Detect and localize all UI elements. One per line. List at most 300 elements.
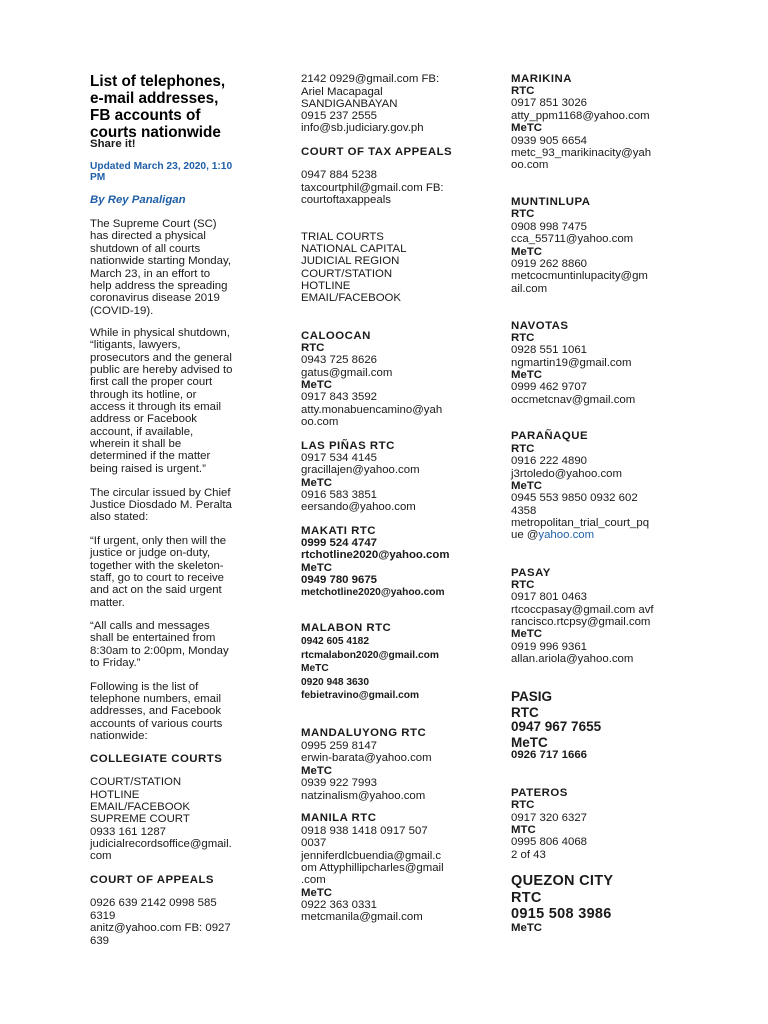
line-text: MeTC bbox=[511, 369, 543, 381]
col3-line bbox=[511, 430, 588, 442]
col2-line bbox=[301, 86, 383, 98]
col3-line bbox=[511, 628, 542, 640]
col2-line bbox=[301, 650, 439, 662]
line-text: MeTC bbox=[511, 480, 543, 492]
col1-line bbox=[90, 352, 232, 364]
col1-line bbox=[90, 339, 181, 351]
line-text: (COVID-19). bbox=[90, 305, 154, 317]
line-text: SANDIGANBAYAN bbox=[301, 98, 398, 110]
line-text: MeTC bbox=[511, 246, 543, 258]
col3-line bbox=[511, 906, 612, 923]
col3-line bbox=[511, 492, 638, 504]
col2-line bbox=[301, 690, 419, 702]
col2-line bbox=[301, 280, 350, 292]
col1-line bbox=[90, 376, 212, 388]
col1-line bbox=[90, 172, 105, 184]
line-text: HOTLINE bbox=[90, 789, 140, 801]
col2-line bbox=[301, 501, 416, 513]
col1-line bbox=[90, 90, 218, 107]
line-text: NAVOTAS bbox=[511, 320, 569, 332]
line-text: PATEROS bbox=[511, 787, 568, 799]
line-text: 0917 851 3026 bbox=[511, 97, 588, 109]
line-text: rancisco.rtcpsy@gmail.com bbox=[511, 616, 651, 628]
col1-line bbox=[90, 230, 206, 242]
line-text: RTC bbox=[301, 342, 325, 354]
col1-line bbox=[90, 645, 229, 657]
line-text: PM bbox=[90, 172, 106, 183]
col3-line bbox=[511, 616, 650, 628]
col1-line bbox=[90, 922, 231, 934]
line-text: 0917 534 4145 bbox=[301, 452, 378, 464]
col1-line bbox=[90, 280, 227, 292]
line-text: has directed a physical bbox=[90, 230, 206, 242]
col1-line bbox=[90, 389, 196, 401]
line-text: MAKATI RTC bbox=[301, 525, 377, 537]
line-text: RTC bbox=[511, 799, 535, 811]
col1-line bbox=[90, 789, 139, 801]
col1-line bbox=[90, 547, 210, 559]
line-text: together with the skeleton- bbox=[90, 560, 224, 572]
col1-line bbox=[90, 910, 115, 922]
line-text: March 23, in an effort to bbox=[90, 268, 211, 280]
col3-line bbox=[511, 455, 587, 467]
col3-line bbox=[511, 604, 654, 616]
col2-line bbox=[301, 330, 371, 342]
line-text: to Friday.” bbox=[90, 657, 141, 669]
line-text: By Rey Panaligan bbox=[90, 194, 186, 206]
col3-line bbox=[511, 332, 534, 344]
col3-line bbox=[511, 196, 590, 208]
line-text: MeTC bbox=[301, 887, 333, 899]
line-text: 4358 bbox=[511, 505, 537, 517]
line-text: judicialrecordsoffice@gmail. bbox=[90, 838, 232, 850]
col3-line bbox=[511, 246, 542, 258]
line-text: ngmartin19@gmail.com bbox=[511, 357, 632, 369]
line-text: MeTC bbox=[301, 765, 333, 777]
line-text: accounts of various courts bbox=[90, 718, 223, 730]
col3-line bbox=[511, 787, 568, 799]
line-text: 0928 551 1061 bbox=[511, 344, 588, 356]
line-text: 6319 bbox=[90, 910, 116, 922]
line-text: rtcmalabon2020@gmail.com bbox=[301, 650, 439, 661]
line-text: nationwide: bbox=[90, 730, 148, 742]
line-text: MANILA RTC bbox=[301, 812, 377, 824]
line-text: PASIG bbox=[511, 689, 553, 704]
col2-line bbox=[301, 812, 376, 824]
line-text: List of telephones, bbox=[90, 73, 226, 90]
line-text: Share it! bbox=[90, 138, 136, 150]
line-text: 0919 262 8860 bbox=[511, 258, 588, 270]
line-text: The Supreme Court (SC) bbox=[90, 218, 217, 230]
col2-line bbox=[301, 98, 397, 110]
line-text: 0999 462 9707 bbox=[511, 381, 588, 393]
col1-line bbox=[90, 305, 153, 317]
col2-line bbox=[301, 169, 377, 181]
col1-line bbox=[90, 597, 125, 609]
col3-line bbox=[511, 122, 542, 134]
line-text: oo.com bbox=[511, 159, 549, 171]
col3-line bbox=[511, 591, 587, 603]
line-text: MeTC bbox=[511, 628, 543, 640]
line-text: matter. bbox=[90, 597, 125, 609]
col3-line bbox=[511, 258, 587, 270]
col3-line bbox=[511, 890, 542, 907]
line-text: addresses, and Facebook bbox=[90, 705, 222, 717]
line-text: JUDICIAL REGION bbox=[301, 255, 400, 267]
col2-line bbox=[301, 727, 426, 739]
line-text: cca_55711@yahoo.com bbox=[511, 233, 634, 245]
col1-line bbox=[90, 463, 206, 475]
line-text: MeTC bbox=[511, 922, 543, 934]
col1-line bbox=[90, 897, 217, 909]
line-text: “litigants, lawyers, bbox=[90, 339, 181, 351]
line-text: being raised is urgent.” bbox=[90, 463, 206, 475]
col1-line bbox=[90, 438, 181, 450]
line-text: 0917 801 0463 bbox=[511, 591, 588, 603]
col3-line bbox=[511, 849, 546, 861]
col1-line bbox=[90, 138, 136, 150]
col2-line bbox=[301, 862, 444, 874]
col3-line bbox=[511, 344, 587, 356]
line-text: 0916 583 3851 bbox=[301, 489, 378, 501]
line-text: allan.ariola@yahoo.com bbox=[511, 653, 634, 665]
line-text: MeTC bbox=[301, 379, 333, 391]
col1-line bbox=[90, 194, 186, 206]
line-text: 0995 806 4068 bbox=[511, 836, 588, 848]
line-text: 0945 553 9850 0932 602 bbox=[511, 492, 638, 504]
line-text: and act on the said urgent bbox=[90, 584, 222, 596]
col1-line bbox=[90, 364, 232, 376]
line-text: Ariel Macapagal bbox=[301, 86, 383, 98]
col3-line bbox=[511, 320, 569, 332]
line-text: 0995 259 8147 bbox=[301, 740, 378, 752]
line-text: 0939 905 6654 bbox=[511, 135, 588, 147]
line-text: atty_ppm1168@yahoo.com bbox=[511, 110, 650, 122]
col3-line bbox=[511, 110, 650, 122]
col3-line bbox=[511, 85, 534, 97]
col2-line bbox=[301, 663, 329, 675]
col2-line bbox=[301, 452, 377, 464]
col2-line bbox=[301, 874, 326, 886]
line-text: 0919 996 9361 bbox=[511, 641, 588, 653]
col1-line bbox=[90, 73, 225, 90]
line-text: help address the spreading bbox=[90, 280, 228, 292]
line-text: .com bbox=[301, 874, 326, 886]
line-text: PARAÑAQUE bbox=[511, 430, 589, 442]
col2-line bbox=[301, 740, 377, 752]
col1-line bbox=[90, 657, 140, 669]
line-text: MANDALUYONG RTC bbox=[301, 727, 427, 739]
col2-line bbox=[301, 574, 377, 586]
line-text: COURT OF APPEALS bbox=[90, 874, 215, 886]
col1-line bbox=[90, 753, 222, 765]
line-text: staff, go to court to receive bbox=[90, 572, 225, 584]
col1-line bbox=[90, 718, 222, 730]
col1-line bbox=[90, 511, 148, 523]
line-text: taxcourtphil@gmail.com FB: bbox=[301, 182, 444, 194]
col3-line bbox=[511, 567, 551, 579]
line-text: febietravino@gmail.com bbox=[301, 690, 420, 701]
col1-line bbox=[90, 401, 221, 413]
col2-line bbox=[301, 354, 377, 366]
line-text: MeTC bbox=[301, 477, 333, 489]
line-text: coronavirus disease 2019 bbox=[90, 292, 220, 304]
line-text: courtoftaxappeals bbox=[301, 194, 391, 206]
col1-line bbox=[90, 487, 231, 499]
line-text: courts nationwide bbox=[90, 124, 221, 141]
line-text: jenniferdlcbuendia@gmail.c bbox=[301, 850, 442, 862]
col3-line bbox=[511, 97, 587, 109]
col1-line bbox=[90, 693, 221, 705]
col1-line bbox=[90, 838, 232, 850]
line-text: CALOOCAN bbox=[301, 330, 371, 342]
col3-line bbox=[511, 653, 633, 665]
email-link[interactable]: yahoo.com bbox=[538, 529, 595, 541]
col2-line bbox=[301, 477, 332, 489]
col2-line bbox=[301, 636, 369, 648]
line-text: RTC bbox=[511, 443, 535, 455]
line-text: TRIAL COURTS bbox=[301, 231, 384, 243]
col3-line bbox=[511, 394, 635, 406]
col2-line bbox=[301, 122, 424, 134]
line-text: first call the proper court bbox=[90, 376, 213, 388]
line-text: PASAY bbox=[511, 567, 551, 579]
col1-line bbox=[90, 935, 109, 947]
col2-line bbox=[301, 110, 377, 122]
line-text: RTC bbox=[511, 332, 535, 344]
col3-line bbox=[511, 480, 542, 492]
col3-line bbox=[511, 505, 536, 517]
line-text: 0915 508 3986 bbox=[511, 906, 612, 922]
col2-line bbox=[301, 231, 384, 243]
col1-line bbox=[90, 499, 232, 511]
col1-line bbox=[90, 292, 220, 304]
line-text: RTC bbox=[511, 579, 535, 591]
line-text: atty.monabuencamino@yah bbox=[301, 404, 443, 416]
line-text: rtcoccpasay@gmail.com avf bbox=[511, 604, 654, 616]
line-text: 0915 237 2555 bbox=[301, 110, 378, 122]
col2-line bbox=[301, 765, 332, 777]
col3-line bbox=[511, 749, 587, 761]
col1-line bbox=[90, 801, 190, 813]
line-text: info@sb.judiciary.gov.ph bbox=[301, 122, 424, 134]
col3-line bbox=[511, 73, 572, 85]
line-text: 0999 524 4747 bbox=[301, 537, 378, 549]
line-text: anitz@yahoo.com FB: 0927 bbox=[90, 922, 231, 934]
line-text: FB accounts of bbox=[90, 107, 201, 124]
line-text: ue @ bbox=[511, 529, 539, 541]
col3-line bbox=[511, 579, 534, 591]
line-text: erwin-barata@yahoo.com bbox=[301, 752, 432, 764]
col2-line bbox=[301, 850, 441, 862]
col2-line bbox=[301, 752, 432, 764]
col1-line bbox=[90, 268, 210, 280]
col1-line bbox=[90, 850, 112, 862]
line-text: prosecutors and the general bbox=[90, 352, 232, 364]
line-text: address or Facebook bbox=[90, 413, 198, 425]
line-text: 0918 938 1418 0917 507 bbox=[301, 825, 428, 837]
line-text: om Attyphillipcharles@gmail bbox=[301, 862, 444, 874]
col3-line bbox=[511, 135, 587, 147]
line-text: telephone numbers, email bbox=[90, 693, 222, 705]
col1-line bbox=[90, 413, 197, 425]
col3-line bbox=[511, 221, 587, 233]
col2-line bbox=[301, 825, 428, 837]
col1-line bbox=[90, 776, 181, 788]
line-text: natzinalism@yahoo.com bbox=[301, 790, 426, 802]
col2-line bbox=[301, 887, 332, 899]
col1-line bbox=[90, 572, 224, 584]
col2-line bbox=[301, 562, 332, 574]
col2-line bbox=[301, 379, 332, 391]
col2-line bbox=[301, 243, 407, 255]
col1-line bbox=[90, 161, 232, 173]
line-text: MARIKINA bbox=[511, 73, 572, 85]
col1-line bbox=[90, 620, 210, 632]
line-text: MTC bbox=[511, 824, 536, 836]
line-text: 0933 161 1287 bbox=[90, 826, 167, 838]
col1-line bbox=[90, 243, 200, 255]
col3-line bbox=[511, 283, 547, 295]
col1-line bbox=[90, 681, 198, 693]
line-text: gatus@gmail.com bbox=[301, 367, 393, 379]
line-text: access it through its email bbox=[90, 401, 222, 413]
line-text: rtchotline2020@yahoo.com bbox=[301, 549, 450, 561]
col3-line bbox=[511, 357, 631, 369]
col3-line bbox=[511, 922, 542, 934]
col3-line bbox=[511, 159, 548, 171]
col3-line bbox=[511, 641, 587, 653]
col2-line bbox=[301, 525, 376, 537]
line-text: 0943 725 8626 bbox=[301, 354, 378, 366]
line-text: nationwide starting Monday, bbox=[90, 255, 231, 267]
col3-line bbox=[511, 270, 648, 282]
line-text: COURT/STATION bbox=[90, 776, 182, 788]
line-text: Following is the list of bbox=[90, 681, 199, 693]
line-text: metcocmuntinlupacity@gm bbox=[511, 270, 648, 282]
col2-line bbox=[301, 146, 452, 158]
col3-line bbox=[511, 147, 651, 159]
line-text: 0920 948 3630 bbox=[301, 677, 369, 688]
col2-line bbox=[301, 549, 449, 561]
line-text: “If urgent, only then will the bbox=[90, 535, 227, 547]
line-text: COLLEGIATE COURTS bbox=[90, 753, 223, 765]
line-text: 0926 717 1666 bbox=[511, 749, 588, 761]
line-text: through its hotline, or bbox=[90, 389, 197, 401]
line-text: Justice Diosdado M. Peralta bbox=[90, 499, 232, 511]
line-text: 0926 639 2142 0998 585 bbox=[90, 897, 217, 909]
line-text: MALABON RTC bbox=[301, 622, 392, 634]
col3-line bbox=[511, 719, 601, 735]
col2-line bbox=[301, 194, 391, 206]
col1-line bbox=[90, 813, 190, 825]
col2-line bbox=[301, 777, 377, 789]
line-text: wherein it shall be bbox=[90, 438, 182, 450]
line-text: EMAIL/FACEBOOK bbox=[301, 292, 402, 304]
line-text: j3rtoledo@yahoo.com bbox=[511, 468, 622, 480]
col3-line bbox=[511, 873, 613, 890]
line-text: metcmanila@gmail.com bbox=[301, 911, 423, 923]
line-text: 0942 605 4182 bbox=[301, 636, 369, 647]
line-text: also stated: bbox=[90, 511, 149, 523]
line-text: SUPREME COURT bbox=[90, 813, 190, 825]
line-text: metropolitan_trial_court_pq bbox=[511, 517, 650, 529]
line-text: RTC bbox=[511, 208, 535, 220]
line-text: 0917 843 3592 bbox=[301, 391, 378, 403]
line-text: While in physical shutdown, bbox=[90, 327, 230, 339]
col2-line bbox=[301, 182, 444, 194]
col2-line bbox=[301, 342, 324, 354]
line-text: 8:30am to 2:00pm, Monday bbox=[90, 645, 229, 657]
line-text: gracillajen@yahoo.com bbox=[301, 464, 420, 476]
col1-line bbox=[90, 450, 210, 462]
col2-line bbox=[301, 622, 391, 634]
line-text: oo.com bbox=[301, 416, 339, 428]
line-text: metchotline2020@yahoo.com bbox=[301, 587, 445, 598]
col3-line bbox=[511, 824, 536, 836]
line-text: 0922 363 0331 bbox=[301, 899, 378, 911]
line-text: 0917 320 6327 bbox=[511, 812, 588, 824]
col2-line bbox=[301, 489, 377, 501]
col2-line bbox=[301, 404, 442, 416]
line-text: 639 bbox=[90, 935, 110, 947]
line-text: QUEZON CITY bbox=[511, 873, 614, 889]
line-text: MeTC bbox=[301, 562, 333, 574]
col2-line bbox=[301, 255, 399, 267]
col2-line bbox=[301, 367, 392, 379]
col2-line bbox=[301, 268, 392, 280]
line-text: Updated March 23, 2020, 1:10 bbox=[90, 161, 233, 172]
line-text: 0939 922 7993 bbox=[301, 777, 378, 789]
col1-line bbox=[90, 255, 231, 267]
line-text: 0947 884 5238 bbox=[301, 169, 378, 181]
col3-line bbox=[511, 443, 534, 455]
col3-line bbox=[511, 836, 587, 848]
line-text: MeTC bbox=[511, 735, 548, 750]
line-text: MeTC bbox=[301, 663, 329, 674]
line-text: 0037 bbox=[301, 837, 327, 849]
col1-line bbox=[90, 560, 224, 572]
col1-line bbox=[90, 874, 214, 886]
col1-line bbox=[90, 535, 226, 547]
col3-line bbox=[511, 812, 587, 824]
col2-line bbox=[301, 391, 377, 403]
line-text: LAS PIÑAS RTC bbox=[301, 440, 395, 452]
line-text: “All calls and messages bbox=[90, 620, 210, 632]
col1-line bbox=[90, 584, 222, 596]
col2-line bbox=[301, 587, 445, 599]
line-text: eersando@yahoo.com bbox=[301, 501, 416, 513]
col3-line bbox=[511, 369, 542, 381]
line-text: com bbox=[90, 850, 112, 862]
line-text: shutdown of all courts bbox=[90, 243, 201, 255]
col1-line bbox=[90, 826, 166, 838]
line-text: COURT OF TAX APPEALS bbox=[301, 146, 453, 158]
line-text: ail.com bbox=[511, 283, 548, 295]
line-text: MeTC bbox=[511, 122, 543, 134]
col2-line bbox=[301, 537, 377, 549]
line-text: occmetcnav@gmail.com bbox=[511, 394, 636, 406]
line-text: EMAIL/FACEBOOK bbox=[90, 801, 191, 813]
col2-line bbox=[301, 899, 377, 911]
col2-line bbox=[301, 292, 401, 304]
line-text: account, if available, bbox=[90, 426, 194, 438]
line-text: The circular issued by Chief bbox=[90, 487, 231, 499]
line-text: RTC bbox=[511, 85, 535, 97]
line-text: public are hereby advised to bbox=[90, 364, 233, 376]
col1-line bbox=[90, 426, 193, 438]
col2-line bbox=[301, 416, 338, 428]
